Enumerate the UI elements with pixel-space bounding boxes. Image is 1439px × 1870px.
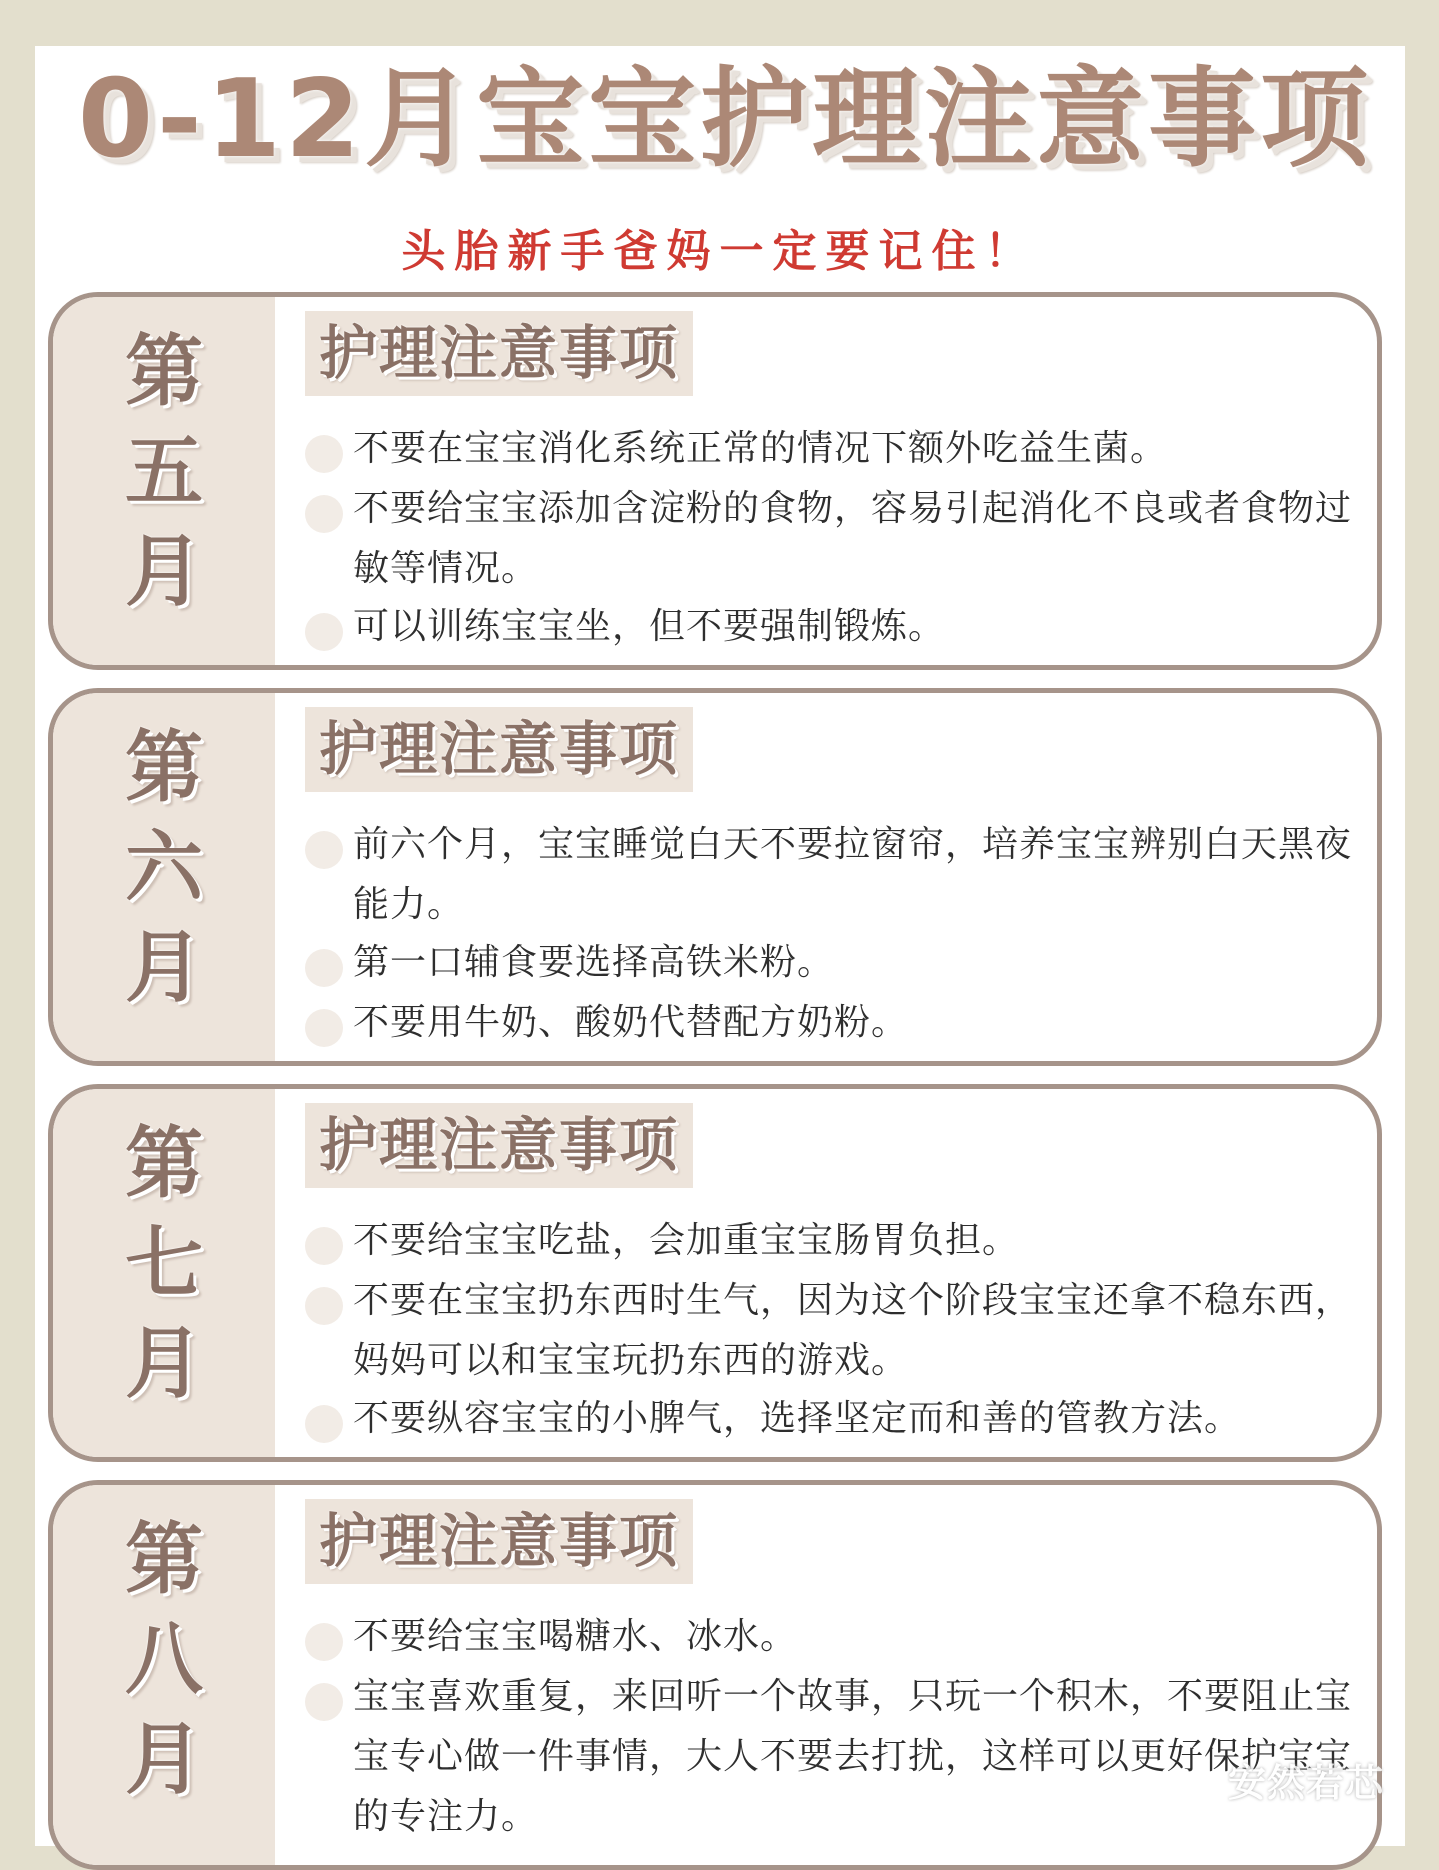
bullet-icon [305,1683,343,1721]
list-item-text: 可以训练宝宝坐，但不要强制锻炼。 [353,606,946,647]
watermark-text: 安然若芯 [1228,1761,1385,1805]
month-label-panel [53,297,275,665]
month-label-char: 五 [124,427,203,517]
bullet-icon [305,1623,343,1661]
month-label-char: 第 [124,1119,203,1209]
list-item [353,815,1363,935]
month-card-5 [48,292,1382,670]
bullet-icon [305,1405,343,1443]
list-item [353,1271,1363,1391]
bullet-icon [305,1287,343,1325]
month-label-char: 第 [124,723,203,813]
list-item-text: 不要在宝宝扔东西时生气，因为这个阶段宝宝还拿不稳东西，妈妈可以和宝宝玩扔东西的游戏。 [353,1280,1353,1381]
section-tag: 护理注意事项 [305,1499,693,1584]
bullet-icon [305,1227,343,1265]
month-label-char: 八 [124,1615,203,1705]
bullet-icon [305,1009,343,1047]
month-label-panel [53,1089,275,1457]
list-item [353,1389,1363,1449]
bullet-icon [305,435,343,473]
month-label-panel [53,1485,275,1865]
list-item-text: 宝宝喜欢重复，来回听一个故事，只玩一个积木，不要阻止宝宝专心做一件事情，大人不要去打扰，这样可以更好保护宝宝的专注力。 [353,1676,1353,1837]
section-tag: 护理注意事项 [305,1103,693,1188]
list-item [353,597,1363,657]
page-title: 0-12月宝宝护理注意事项 [77,57,1373,182]
list-item [353,933,1363,993]
list-item [353,1667,1363,1847]
month-label-char: 第 [124,327,203,417]
list-item-text: 不要纵容宝宝的小脾气，选择坚定而和善的管教方法。 [353,1398,1242,1439]
bullet-icon [305,495,343,533]
list-item [353,419,1363,479]
list-item [353,1607,1363,1667]
list-item-text: 不要给宝宝喝糖水、冰水。 [353,1616,798,1657]
list-item-text: 第一口辅食要选择高铁米粉。 [353,942,835,983]
list-item-text: 前六个月，宝宝睡觉白天不要拉窗帘，培养宝宝辨别白天黑夜能力。 [353,824,1353,925]
section-tag: 护理注意事项 [305,707,693,792]
list-item [353,993,1363,1053]
list-item-text: 不要给宝宝吃盐，会加重宝宝肠胃负担。 [353,1220,1020,1261]
month-card-6 [48,688,1382,1066]
bullet-icon [305,613,343,651]
month-label-char: 月 [124,527,203,617]
month-card-8 [48,1480,1385,1870]
month-label-char: 六 [124,823,203,913]
bullet-icon [305,831,343,869]
list-item-text: 不要给宝宝添加含淀粉的食物，容易引起消化不良或者食物过敏等情况。 [353,488,1353,589]
list-item-text: 不要在宝宝消化系统正常的情况下额外吃益生菌。 [353,428,1168,469]
month-label-char: 月 [124,1715,203,1805]
page-subtitle: 头胎新手爸妈一定要记住！ [401,226,1038,277]
month-card-7 [48,1084,1382,1462]
month-label-char: 七 [124,1219,203,1309]
month-label-char: 月 [124,923,203,1013]
section-tag: 护理注意事项 [305,311,693,396]
month-label-char: 月 [124,1319,203,1409]
month-label-panel [53,693,275,1061]
list-item-text: 不要用牛奶、酸奶代替配方奶粉。 [353,1002,909,1043]
month-label-char: 第 [124,1515,203,1605]
bullet-icon [305,949,343,987]
list-item [353,479,1363,599]
list-item [353,1211,1363,1271]
